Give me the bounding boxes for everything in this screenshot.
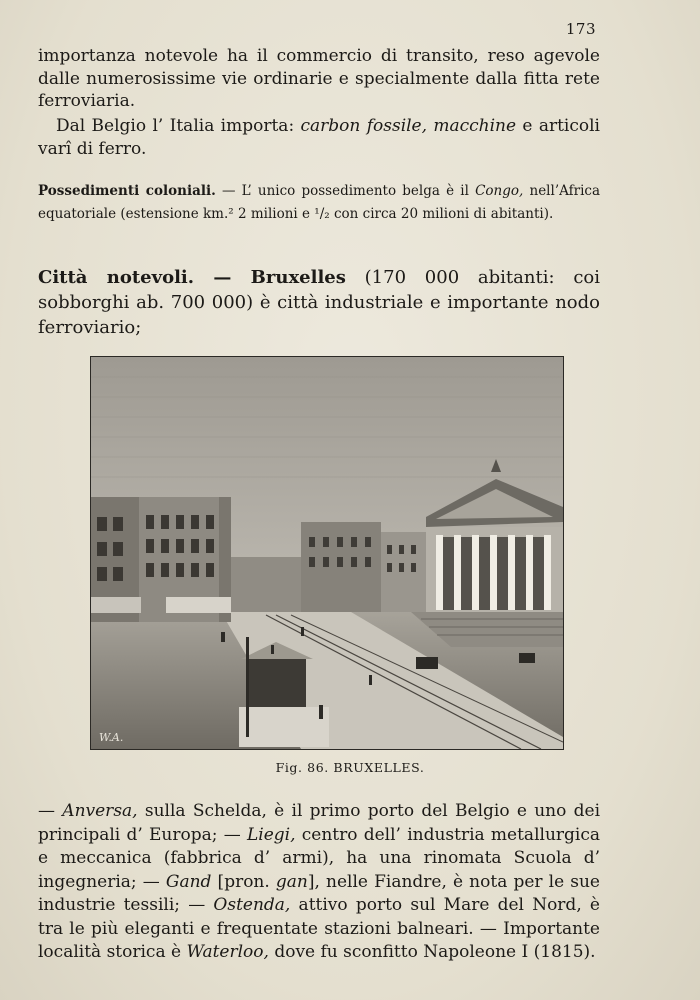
city-ostenda: Ostenda, bbox=[213, 895, 291, 915]
paragraph-transit-trade: importanza notevole ha il commercio di transito, reso agevole dalle numerosissime vie ordinarie e specialmente dalla fitta rete ferroviaria. bbox=[38, 46, 600, 111]
brussels-square-illustration bbox=[91, 357, 563, 749]
cities-list-text: ], nelle Fiandre, è nota per le sue industrie tessili; — bbox=[38, 871, 600, 915]
figure-caption: Fig. 86. BRUXELLES. bbox=[275, 760, 425, 775]
cities-text: (170 000 abitanti: coi sobborghi ab. 700 000) è città industriale e importante nodo ferroviario; bbox=[38, 267, 600, 338]
colonies-text-end: nell’Africa equatoriale (estensione km.² 2 milioni e ¹/₂ con circa 20 milioni di abitanti). bbox=[38, 183, 600, 222]
paragraph-notable-cities bbox=[38, 265, 600, 340]
colonies-text: — L’ unico possedimento belga è il bbox=[215, 183, 476, 199]
paragraph-colonies bbox=[38, 180, 600, 226]
city-gand: Gand bbox=[165, 871, 212, 892]
cities-list-text: — bbox=[38, 801, 63, 821]
imports-text: Dal Belgio l’ Italia importa: bbox=[56, 116, 301, 136]
imports-goods: carbon fossile, macchine bbox=[300, 116, 517, 136]
city-anversa: Anversa, bbox=[62, 801, 138, 821]
gand-pronunciation: gan bbox=[275, 871, 308, 892]
cities-list-text: attivo porto sul Mare del Nord, è tra le più eleganti e frequentate stazioni balneari. — Importante località storica è bbox=[38, 895, 600, 962]
colonies-heading: Possedimenti coloniali. bbox=[38, 183, 216, 199]
paragraph-other-cities bbox=[38, 800, 600, 965]
imports-text-end: e articoli varî di ferro. bbox=[38, 116, 600, 159]
city-waterloo: Waterloo, bbox=[186, 942, 269, 962]
cities-list-text: centro dell’ industria metallurgica e meccanica (fabbrica d’ armi), ha una rinomata Scuola d’ ingegneria; — bbox=[38, 824, 600, 892]
cities-list-text: [pron. bbox=[211, 871, 276, 892]
page-number: 173 bbox=[565, 20, 596, 38]
cities-list-text: sulla Schelda, è il primo porto del Belgio e uno dei principali d’ Europa; — bbox=[38, 801, 601, 845]
cities-heading: Città notevoli. — Bruxelles bbox=[38, 267, 346, 288]
cities-list-text: dove fu sconfitto Napoleone I (1815). bbox=[268, 942, 596, 962]
brussels-engraving bbox=[90, 356, 564, 750]
colonies-congo: Congo, bbox=[475, 183, 524, 199]
city-liegi: Liegi, bbox=[247, 824, 296, 845]
paragraph-imports bbox=[38, 115, 600, 160]
engraver-signature: W.A. bbox=[99, 731, 124, 744]
